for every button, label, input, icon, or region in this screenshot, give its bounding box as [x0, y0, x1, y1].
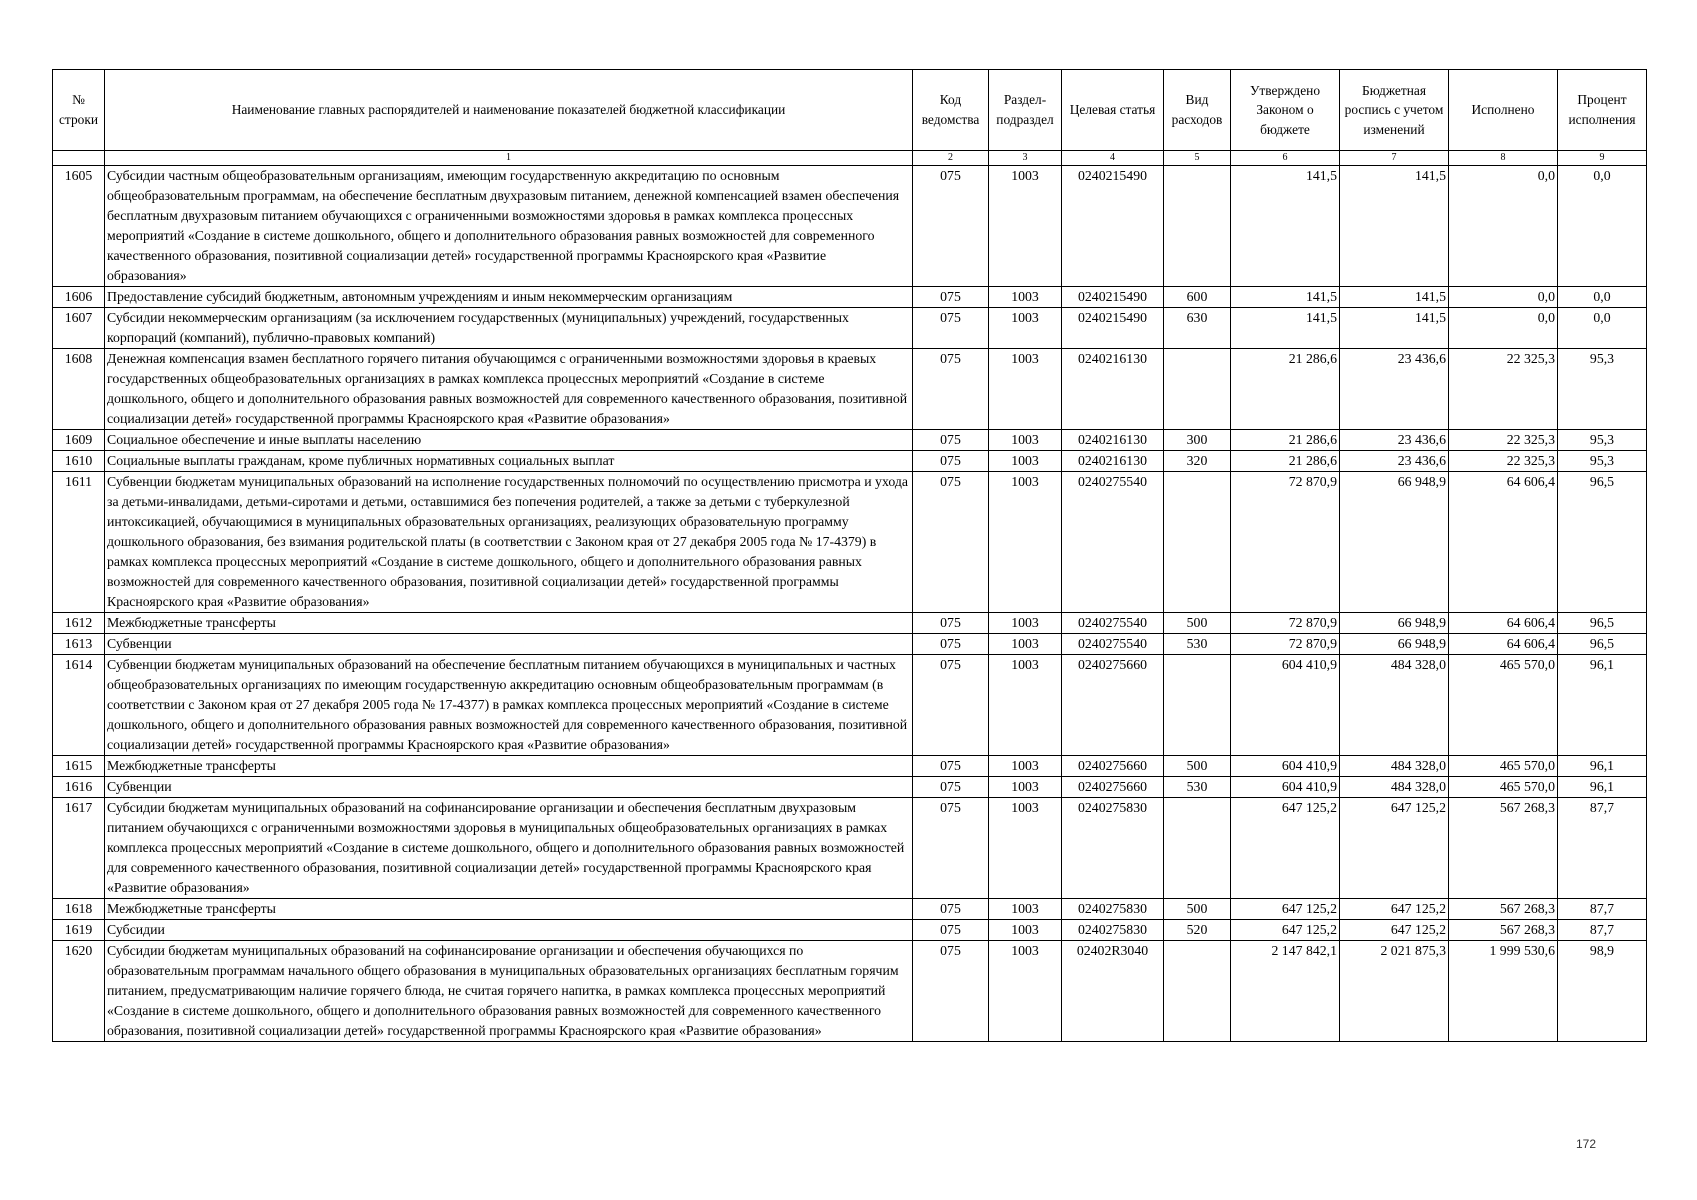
department-code-cell: 075: [913, 920, 989, 941]
table-row: [53, 430, 1647, 451]
header-approved: Утверждено Законом о бюджете: [1231, 70, 1340, 151]
table-row: [53, 349, 1647, 430]
row-name-cell: Межбюджетные трансферты: [105, 899, 913, 920]
budget-table-sheet: [52, 69, 1646, 1042]
column-number: 2: [913, 151, 989, 166]
approved-amount-cell: 604 410,9: [1231, 655, 1340, 756]
execution-percent-cell: 0,0: [1558, 166, 1647, 287]
budget-schedule-amount-cell: 23 436,6: [1340, 451, 1449, 472]
department-code-cell: 075: [913, 349, 989, 430]
header-row-number: № строки: [53, 70, 105, 151]
column-number: 7: [1340, 151, 1449, 166]
budget-schedule-amount-cell: 141,5: [1340, 308, 1449, 349]
approved-amount-cell: 21 286,6: [1231, 349, 1340, 430]
approved-amount-cell: 141,5: [1231, 166, 1340, 287]
approved-amount-cell: 21 286,6: [1231, 451, 1340, 472]
row-number-cell: 1620: [53, 941, 105, 1042]
row-name-cell: Субвенции: [105, 777, 913, 798]
executed-amount-cell: 0,0: [1449, 287, 1558, 308]
header-percent: Процент исполнения: [1558, 70, 1647, 151]
table-row: [53, 920, 1647, 941]
expense-type-cell: [1164, 166, 1231, 287]
execution-percent-cell: 0,0: [1558, 308, 1647, 349]
target-item-cell: 0240275540: [1062, 634, 1164, 655]
budget-table: [52, 69, 1647, 1042]
section-code-cell: 1003: [989, 166, 1062, 287]
section-code-cell: 1003: [989, 941, 1062, 1042]
budget-schedule-amount-cell: 484 328,0: [1340, 655, 1449, 756]
approved-amount-cell: 72 870,9: [1231, 613, 1340, 634]
section-code-cell: 1003: [989, 613, 1062, 634]
execution-percent-cell: 96,5: [1558, 472, 1647, 613]
department-code-cell: 075: [913, 287, 989, 308]
executed-amount-cell: 567 268,3: [1449, 899, 1558, 920]
table-row: [53, 287, 1647, 308]
row-name-cell: Предоставление субсидий бюджетным, автономным учреждениям и иным некоммерческим организациям: [105, 287, 913, 308]
executed-amount-cell: 64 606,4: [1449, 634, 1558, 655]
section-code-cell: 1003: [989, 899, 1062, 920]
page-number: 172: [1576, 1137, 1597, 1151]
target-item-cell: 0240215490: [1062, 308, 1164, 349]
executed-amount-cell: 64 606,4: [1449, 472, 1558, 613]
column-number: 3: [989, 151, 1062, 166]
column-number: 8: [1449, 151, 1558, 166]
row-name-cell: Денежная компенсация взамен бесплатного горячего питания обучающимся с ограниченными возможностями здоровья в краевых государственных общеобразовательных организациях в рамках комплекса процессных мероприятий «Создание в системе дошкольного, общего и дополнительного образования равных возможностей для современного качественного образования, позитивной социализации детей» государственной программы Красноярского края «Развитие образования»: [105, 349, 913, 430]
row-number-cell: 1613: [53, 634, 105, 655]
budget-schedule-amount-cell: 2 021 875,3: [1340, 941, 1449, 1042]
header-section: Раздел-подраздел: [989, 70, 1062, 151]
table-row: [53, 472, 1647, 613]
row-number-cell: 1617: [53, 798, 105, 899]
budget-schedule-amount-cell: 23 436,6: [1340, 349, 1449, 430]
table-row: [53, 613, 1647, 634]
section-code-cell: 1003: [989, 472, 1062, 613]
target-item-cell: 0240275830: [1062, 798, 1164, 899]
section-code-cell: 1003: [989, 451, 1062, 472]
table-row: [53, 899, 1647, 920]
expense-type-cell: 630: [1164, 308, 1231, 349]
budget-schedule-amount-cell: 647 125,2: [1340, 899, 1449, 920]
row-number-cell: 1612: [53, 613, 105, 634]
header-row: [53, 70, 1647, 151]
target-item-cell: 0240275540: [1062, 613, 1164, 634]
row-name-cell: Субсидии некоммерческим организациям (за исключением государственных (муниципальных) учреждений, государственных корпораций (компаний), публично-правовых компаний): [105, 308, 913, 349]
budget-schedule-amount-cell: 141,5: [1340, 287, 1449, 308]
section-code-cell: 1003: [989, 756, 1062, 777]
department-code-cell: 075: [913, 777, 989, 798]
execution-percent-cell: 87,7: [1558, 920, 1647, 941]
approved-amount-cell: 604 410,9: [1231, 777, 1340, 798]
expense-type-cell: 320: [1164, 451, 1231, 472]
row-name-cell: Субвенции бюджетам муниципальных образований на исполнение государственных полномочий по осуществлению присмотра и ухода за детьми-инвалидами, детьми-сиротами и детьми, оставшимися без попечения родителей, а также за детьми с туберкулезной интоксикацией, обучающимися в муниципальных образовательных организациях, реализующих образовательную программу дошкольного образования, без взимания родительской платы (в соответствии с Законом края от 27 декабря 2005 года № 17-4379) в рамках комплекса процессных мероприятий «Создание в системе дошкольного, общего и дополнительного образования равных возможностей для современного качественного образования, позитивной социализации детей» государственной программы Красноярского края «Развитие образования»: [105, 472, 913, 613]
budget-schedule-amount-cell: 647 125,2: [1340, 798, 1449, 899]
department-code-cell: 075: [913, 613, 989, 634]
table-row: [53, 655, 1647, 756]
row-name-cell: Субсидии: [105, 920, 913, 941]
column-number: 1: [105, 151, 913, 166]
row-name-cell: Социальные выплаты гражданам, кроме публичных нормативных социальных выплат: [105, 451, 913, 472]
expense-type-cell: 300: [1164, 430, 1231, 451]
department-code-cell: 075: [913, 308, 989, 349]
section-code-cell: 1003: [989, 655, 1062, 756]
expense-type-cell: 500: [1164, 613, 1231, 634]
execution-percent-cell: 96,1: [1558, 756, 1647, 777]
executed-amount-cell: 1 999 530,6: [1449, 941, 1558, 1042]
table-row: [53, 777, 1647, 798]
expense-type-cell: 520: [1164, 920, 1231, 941]
row-number-cell: 1618: [53, 899, 105, 920]
row-number-cell: 1607: [53, 308, 105, 349]
target-item-cell: 0240275660: [1062, 777, 1164, 798]
target-item-cell: 0240216130: [1062, 349, 1164, 430]
expense-type-cell: [1164, 472, 1231, 613]
header-budget-schedule: Бюджетная роспись с учетом изменений: [1340, 70, 1449, 151]
section-code-cell: 1003: [989, 798, 1062, 899]
row-name-cell: Социальное обеспечение и иные выплаты населению: [105, 430, 913, 451]
target-item-cell: 02402R3040: [1062, 941, 1164, 1042]
target-item-cell: 0240215490: [1062, 166, 1164, 287]
department-code-cell: 075: [913, 634, 989, 655]
row-name-cell: Субсидии бюджетам муниципальных образований на софинансирование организации и обеспечения обучающихся по образовательным программам начального общего образования в муниципальных образовательных организациях бесплатным горячим питанием, предусматривающим наличие горячего блюда, не считая горячего напитка, в рамках комплекса процессных мероприятий «Создание в системе дошкольного, общего и дополнительного образования равных возможностей для современного качественного образования, позитивной социализации детей» государственной программы Красноярского края «Развитие образования»: [105, 941, 913, 1042]
expense-type-cell: [1164, 655, 1231, 756]
target-item-cell: 0240275660: [1062, 655, 1164, 756]
section-code-cell: 1003: [989, 920, 1062, 941]
expense-type-cell: 500: [1164, 756, 1231, 777]
execution-percent-cell: 87,7: [1558, 899, 1647, 920]
header-target-item: Целевая статья: [1062, 70, 1164, 151]
expense-type-cell: 600: [1164, 287, 1231, 308]
executed-amount-cell: 22 325,3: [1449, 451, 1558, 472]
approved-amount-cell: 647 125,2: [1231, 899, 1340, 920]
column-number-row: [53, 151, 1647, 166]
row-number-cell: 1615: [53, 756, 105, 777]
executed-amount-cell: 0,0: [1449, 308, 1558, 349]
target-item-cell: 0240216130: [1062, 451, 1164, 472]
approved-amount-cell: 604 410,9: [1231, 756, 1340, 777]
column-number: [53, 151, 105, 166]
table-row: [53, 941, 1647, 1042]
section-code-cell: 1003: [989, 777, 1062, 798]
row-name-cell: Субвенции: [105, 634, 913, 655]
executed-amount-cell: 567 268,3: [1449, 920, 1558, 941]
execution-percent-cell: 98,9: [1558, 941, 1647, 1042]
row-number-cell: 1606: [53, 287, 105, 308]
execution-percent-cell: 96,1: [1558, 777, 1647, 798]
target-item-cell: 0240275660: [1062, 756, 1164, 777]
approved-amount-cell: 72 870,9: [1231, 634, 1340, 655]
approved-amount-cell: 141,5: [1231, 308, 1340, 349]
table-row: [53, 798, 1647, 899]
budget-schedule-amount-cell: 66 948,9: [1340, 634, 1449, 655]
table-row: [53, 451, 1647, 472]
executed-amount-cell: 22 325,3: [1449, 430, 1558, 451]
row-number-cell: 1619: [53, 920, 105, 941]
execution-percent-cell: 95,3: [1558, 349, 1647, 430]
department-code-cell: 075: [913, 899, 989, 920]
approved-amount-cell: 21 286,6: [1231, 430, 1340, 451]
target-item-cell: 0240215490: [1062, 287, 1164, 308]
header-expense-type: Вид расходов: [1164, 70, 1231, 151]
row-name-cell: Межбюджетные трансферты: [105, 613, 913, 634]
budget-schedule-amount-cell: 66 948,9: [1340, 613, 1449, 634]
row-number-cell: 1614: [53, 655, 105, 756]
department-code-cell: 075: [913, 166, 989, 287]
section-code-cell: 1003: [989, 308, 1062, 349]
table-body: [53, 166, 1647, 1042]
expense-type-cell: 500: [1164, 899, 1231, 920]
expense-type-cell: [1164, 349, 1231, 430]
target-item-cell: 0240216130: [1062, 430, 1164, 451]
row-number-cell: 1609: [53, 430, 105, 451]
executed-amount-cell: 567 268,3: [1449, 798, 1558, 899]
budget-schedule-amount-cell: 23 436,6: [1340, 430, 1449, 451]
execution-percent-cell: 0,0: [1558, 287, 1647, 308]
department-code-cell: 075: [913, 451, 989, 472]
approved-amount-cell: 72 870,9: [1231, 472, 1340, 613]
row-name-cell: Межбюджетные трансферты: [105, 756, 913, 777]
row-number-cell: 1616: [53, 777, 105, 798]
table-row: [53, 756, 1647, 777]
header-executed: Исполнено: [1449, 70, 1558, 151]
executed-amount-cell: 465 570,0: [1449, 777, 1558, 798]
budget-schedule-amount-cell: 66 948,9: [1340, 472, 1449, 613]
execution-percent-cell: 96,1: [1558, 655, 1647, 756]
table-row: [53, 634, 1647, 655]
section-code-cell: 1003: [989, 634, 1062, 655]
executed-amount-cell: 0,0: [1449, 166, 1558, 287]
row-number-cell: 1605: [53, 166, 105, 287]
section-code-cell: 1003: [989, 430, 1062, 451]
row-number-cell: 1608: [53, 349, 105, 430]
target-item-cell: 0240275830: [1062, 920, 1164, 941]
department-code-cell: 075: [913, 798, 989, 899]
target-item-cell: 0240275830: [1062, 899, 1164, 920]
department-code-cell: 075: [913, 941, 989, 1042]
row-number-cell: 1610: [53, 451, 105, 472]
table-row: [53, 308, 1647, 349]
approved-amount-cell: 647 125,2: [1231, 798, 1340, 899]
budget-schedule-amount-cell: 141,5: [1340, 166, 1449, 287]
budget-schedule-amount-cell: 647 125,2: [1340, 920, 1449, 941]
department-code-cell: 075: [913, 430, 989, 451]
executed-amount-cell: 22 325,3: [1449, 349, 1558, 430]
department-code-cell: 075: [913, 655, 989, 756]
execution-percent-cell: 96,5: [1558, 634, 1647, 655]
budget-schedule-amount-cell: 484 328,0: [1340, 777, 1449, 798]
department-code-cell: 075: [913, 472, 989, 613]
executed-amount-cell: 465 570,0: [1449, 756, 1558, 777]
expense-type-cell: 530: [1164, 634, 1231, 655]
section-code-cell: 1003: [989, 349, 1062, 430]
execution-percent-cell: 95,3: [1558, 451, 1647, 472]
column-number: 9: [1558, 151, 1647, 166]
approved-amount-cell: 141,5: [1231, 287, 1340, 308]
execution-percent-cell: 87,7: [1558, 798, 1647, 899]
row-name-cell: Субсидии частным общеобразовательным организациям, имеющим государственную аккредитацию по основным общеобразовательным программам, на обеспечение бесплатным двухразовым питанием, денежной компенсацией взамен обеспечения бесплатным двухразовым питанием обучающихся с ограниченными возможностями здоровья в рамках комплекса процессных мероприятий «Создание в системе дошкольного, общего и дополнительного образования равных возможностей для современного качественного образования, позитивной социализации детей» государственной программы Красноярского края «Развитие образования»: [105, 166, 913, 287]
approved-amount-cell: 2 147 842,1: [1231, 941, 1340, 1042]
target-item-cell: 0240275540: [1062, 472, 1164, 613]
row-name-cell: Субвенции бюджетам муниципальных образований на обеспечение бесплатным питанием обучающихся в муниципальных и частных общеобразовательных организациях по имеющим государственную аккредитацию основным общеобразовательным программам (в соответствии с Законом края от 27 декабря 2005 года № 17-4377) в рамках комплекса процессных мероприятий «Создание в системе дошкольного, общего и дополнительного образования равных возможностей для современного качественного образования, позитивной социализации детей» государственной программы Красноярского края «Развитие образования»: [105, 655, 913, 756]
column-number: 6: [1231, 151, 1340, 166]
executed-amount-cell: 465 570,0: [1449, 655, 1558, 756]
department-code-cell: 075: [913, 756, 989, 777]
expense-type-cell: 530: [1164, 777, 1231, 798]
row-number-cell: 1611: [53, 472, 105, 613]
column-number: 4: [1062, 151, 1164, 166]
header-name: Наименование главных распорядителей и наименование показателей бюджетной классификации: [105, 70, 913, 151]
section-code-cell: 1003: [989, 287, 1062, 308]
table-row: [53, 166, 1647, 287]
execution-percent-cell: 95,3: [1558, 430, 1647, 451]
executed-amount-cell: 64 606,4: [1449, 613, 1558, 634]
row-name-cell: Субсидии бюджетам муниципальных образований на софинансирование организации и обеспечения бесплатным двухразовым питанием обучающихся с ограниченными возможностями здоровья в муниципальных общеобразовательных организациях в рамках комплекса процессных мероприятий «Создание в системе дошкольного, общего и дополнительного образования равных возможностей для современного качественного образования, позитивной социализации детей» государственной программы Красноярского края «Развитие образования»: [105, 798, 913, 899]
column-number: 5: [1164, 151, 1231, 166]
budget-schedule-amount-cell: 484 328,0: [1340, 756, 1449, 777]
header-department-code: Код ведомства: [913, 70, 989, 151]
expense-type-cell: [1164, 798, 1231, 899]
expense-type-cell: [1164, 941, 1231, 1042]
approved-amount-cell: 647 125,2: [1231, 920, 1340, 941]
execution-percent-cell: 96,5: [1558, 613, 1647, 634]
